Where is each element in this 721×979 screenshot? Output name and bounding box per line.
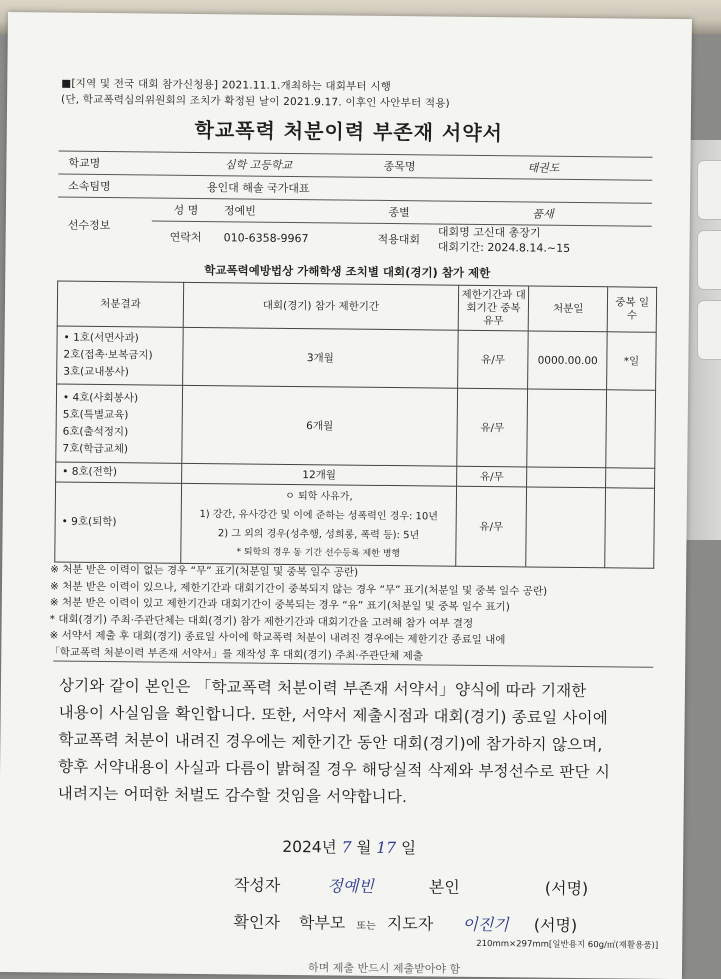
row2-result: • 4호(사회봉사) 5호(특별교육) 6호(출석정지) 7호(학급교체) <box>56 384 183 463</box>
school-label: 학교명 <box>58 151 152 175</box>
note-item: ※ 처분 받은 이력이 있으나, 제한기간과 대회기간이 중복되지 않는 경우 “무” 표기(처분일 및 중복 일수 공란) <box>49 579 548 598</box>
next-page-text: 하며 제출 반드시 제출받아야 함 <box>307 961 461 976</box>
header-days: 중복 일수 <box>607 287 656 333</box>
row1-date: 0000.00.00 <box>528 331 607 390</box>
school-value: 심학 고등학교 <box>152 152 364 177</box>
competition-label: 적용대회 <box>364 223 434 254</box>
event-label: 종목명 <box>364 154 434 178</box>
author-signature: 정예빈 <box>327 876 374 896</box>
category-label: 종별 <box>364 200 434 224</box>
confirmer-seal-label: (서명) <box>533 915 578 936</box>
row1-overlap: 유/무 <box>457 330 528 389</box>
notice-header <box>61 76 450 112</box>
expulsion-note: * 퇴학의 경우 동 기간 선수등록 제한 병행 <box>236 546 401 559</box>
team-value: 용인대 해솔 국가대표 <box>152 175 364 200</box>
self-label: 본인 <box>428 877 460 897</box>
date-day-unit: 일 <box>400 839 417 858</box>
notes-list <box>49 561 670 666</box>
row2-period: 6개월 <box>182 385 458 466</box>
row1-result: • 1호(서면사과) 2호(접촉·보복금지) 3호(교내봉사) <box>57 326 184 385</box>
statement-line: 내용이 사실임을 확인합니다. 또한, 서약서 제출시점과 대회(경기) 종료일 사이에 <box>58 703 609 728</box>
paper-size-info: 210mm×297mm[일반용지 60g/㎡(재활용품)] <box>476 938 659 951</box>
note-item: ※ 처분 받은 이력이 없는 경우 “무” 표기(처분일 및 중복 일수 공란) <box>50 563 359 579</box>
confirmer-signature-line <box>233 909 577 936</box>
row4-days <box>605 488 655 569</box>
coach-label: 지도자 <box>386 914 434 934</box>
document-title: 학교폭력 처분이력 부존재 서약서 <box>194 117 504 146</box>
note-item: ※ 서약서 제출 후 대회(경기) 종료일 사이에 학교폭력 처분이 내려진 경우에는 제한기간 종료일 내에 <box>49 629 506 647</box>
section-title: 학교폭력예방법상 가해학생 조치별 대회(경기) 참가 제한 <box>204 263 491 281</box>
row2-days <box>606 390 656 469</box>
author-label: 작성자 <box>233 875 281 895</box>
signing-date <box>282 835 416 858</box>
notice-line-1: ■[지역 및 전국 대회 참가신청용] 2021.11.1.개최하는 대회부터 시행 <box>61 77 392 94</box>
keyboard-key <box>697 230 721 290</box>
statement-line: 내려지는 어떠한 처벌도 감수할 것임을 서약합니다. <box>57 784 408 807</box>
player-info-label: 선수정보 <box>58 197 153 251</box>
competition-period: 대회기간: 2024.8.14.~15 <box>437 240 571 255</box>
team-label: 소속팀명 <box>58 174 152 198</box>
row1-period: 3개월 <box>183 327 458 388</box>
contact-label: 연락처 <box>151 221 219 252</box>
row4-result: • 9호(퇴학) <box>55 482 182 563</box>
expulsion-case2: 2) 그 외의 경우(성추행, 성희롱, 폭력 등): 5년 <box>217 527 420 541</box>
name-value: 정예빈 <box>220 199 364 224</box>
row4-overlap: 유/무 <box>456 486 527 567</box>
author-signature-line <box>234 872 589 899</box>
row3-period: 12개월 <box>182 463 457 486</box>
event-value: 태권도 <box>434 155 652 180</box>
player-info-table <box>58 151 653 257</box>
pledge-document <box>0 12 692 979</box>
category-value: 품새 <box>434 201 652 226</box>
or-label: 또는 <box>356 920 376 932</box>
header-period: 대회(경기) 참가 제한기간 <box>183 282 458 330</box>
contact-value: 010-6358-9967 <box>219 222 363 254</box>
row3-overlap: 유/무 <box>456 466 527 487</box>
header-overlap: 제한기간과 대회기간 중복 유무 <box>458 285 529 331</box>
row3-days <box>606 468 655 489</box>
keyboard-key <box>697 160 721 220</box>
parent-label: 학부모 <box>298 913 346 933</box>
date-day: 17 <box>376 838 397 858</box>
note-item: 「학교폭력 처분이력 부존재 서약서」를 재작성 후 대회(경기) 주최·주관단체 제출 <box>49 645 424 662</box>
note-item: * 대회(경기) 주최·주관단체는 대회(경기) 참가 제한기간과 대회기간을 고려해 참가 여부 결정 <box>49 612 474 630</box>
name-label: 성 명 <box>152 198 220 222</box>
row2-date <box>527 389 607 468</box>
statement-line: 상기와 같이 본인은 「학교폭력 처분이력 부존재 서약서」양식에 따라 기재한 <box>58 676 587 701</box>
statement-line: 학교폭력 처분이 내려진 경우에는 제한기간 동안 대회(경기)에 참가하지 않으며, <box>58 730 603 755</box>
keyboard-key <box>697 300 721 360</box>
confirmer-label: 확인자 <box>233 912 280 932</box>
expulsion-reason: ㅇ 퇴학 사유가, <box>285 490 353 503</box>
expulsion-case1: 1) 강간, 유사강간 및 이에 준하는 성폭력인 경우: 10년 <box>199 508 439 523</box>
confirmer-signature: 이진기 <box>462 914 509 935</box>
competition-name: 대회명 고신대 총장기 <box>437 225 541 240</box>
statement-line: 향후 서약내용이 사실과 다름이 밝혀질 경우 해당실적 삭제와 부정선수로 판단 시 <box>58 757 611 782</box>
author-seal-label: (서명) <box>544 878 589 899</box>
row1-days: *일 <box>607 332 656 391</box>
pledge-statement <box>58 673 679 814</box>
date-month: 7 <box>341 838 352 857</box>
date-month-unit: 월 <box>356 838 372 857</box>
row2-overlap: 유/무 <box>457 388 528 467</box>
disposition-table <box>54 281 657 569</box>
row3-date <box>527 467 606 488</box>
header-date: 처분일 <box>529 286 608 332</box>
note-item: ※ 처분 받은 이력이 있고 제한기간과 대회기간이 중복되는 경우 “유” 표기(처분일 및 중복 일수 표기) <box>49 596 510 614</box>
row3-result: • 8호(전학) <box>56 462 182 483</box>
row4-date <box>526 487 606 568</box>
notice-line-2: (단, 학교폭력심의위원회의 조치가 확정된 날이 2021.9.17. 이후인 사안부터 적용) <box>61 93 450 110</box>
header-result: 처분결과 <box>57 281 184 327</box>
date-year: 2024년 <box>282 837 337 857</box>
